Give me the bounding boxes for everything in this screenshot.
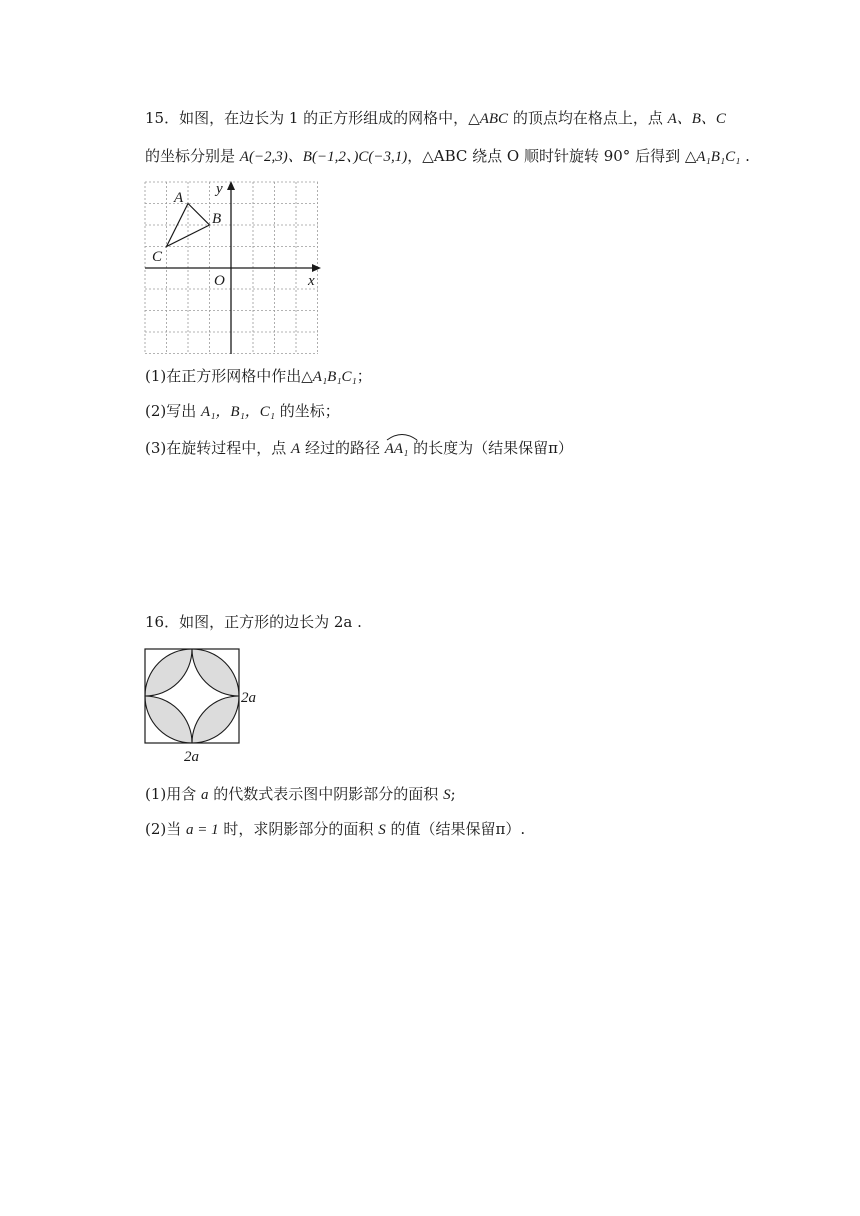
- q16-number: 16: [145, 613, 165, 631]
- label-y: y: [216, 181, 223, 197]
- q16-task1-end: ;: [450, 785, 456, 803]
- q16-task2-S: S: [378, 822, 386, 838]
- q15-task3-point: A: [291, 441, 301, 457]
- q15-task-2: [145, 401, 340, 422]
- q15-triangle-abc: △ABC: [468, 111, 509, 127]
- q16-task2-mid: 时，求阴影部分的面积: [218, 820, 379, 838]
- q15-number: 15: [145, 109, 165, 127]
- label-right-2a: 2a: [241, 690, 256, 706]
- q15-line2-end: .: [740, 147, 750, 165]
- q15-line-2: [145, 146, 750, 167]
- q16-square-figure: [140, 644, 270, 768]
- q15-task3-arc: AA₁: [384, 441, 409, 457]
- label-x: x: [308, 273, 315, 289]
- q15-line2-pre: 的坐标分别是: [145, 147, 240, 165]
- label-C: C: [152, 249, 163, 265]
- q15-task-3: [145, 438, 573, 459]
- q15-task-1: [145, 366, 372, 387]
- q15-task3-mid: 经过的路径: [300, 439, 385, 457]
- q15-coords: A(−2,3)、B(−1,2、)C(−3,1): [239, 149, 408, 165]
- q15-points: A、B、C: [667, 111, 726, 127]
- q16-line1: ．如图，正方形的边长为 2a .: [164, 613, 362, 631]
- q15-task2-pre: (2)写出: [145, 402, 202, 420]
- triangle-abc: [167, 204, 210, 247]
- q15-task2-points: A₁，B₁，C₁: [201, 404, 276, 420]
- q15-task3-pre: (3)在旋转过程中，点: [145, 439, 292, 457]
- q16-task1-mid: 的代数式表示图中阴影部分的面积: [208, 785, 444, 803]
- q15-line1-mid: 的顶点均在格点上，点: [508, 109, 668, 127]
- x-axis-arrow: [312, 264, 321, 272]
- q15-line-1: [145, 108, 726, 129]
- arc-mark: [385, 431, 419, 441]
- q15-target-triangle: △A₁B₁C₁: [684, 149, 741, 165]
- q16-task1-pre: (1)用含: [145, 785, 202, 803]
- q16-task1-S: S: [443, 787, 451, 803]
- q16-task-2: [145, 819, 525, 840]
- label-bottom-2a: 2a: [184, 749, 199, 765]
- q15-line2-mid: ，△ABC 绕点 O 顺时针旋转 90° 后得到: [407, 147, 685, 165]
- q16-task-1: [145, 784, 456, 805]
- q15-task1-triangle: △A₁B₁C₁: [301, 369, 357, 385]
- q15-task2-end: 的坐标；: [275, 402, 340, 420]
- q15-task3-arc-wrap: [385, 438, 409, 459]
- q15-task3-end: 的长度为（结果保留π）: [408, 439, 573, 457]
- q16-task2-pre: (2)当: [145, 820, 187, 838]
- q16-task1-a: a: [201, 787, 209, 803]
- label-O: O: [214, 273, 225, 289]
- q15-task1-pre: (1)在正方形网格中作出: [145, 367, 302, 385]
- q16-task2-end: 的值（结果保留π）.: [385, 820, 526, 838]
- label-A: A: [174, 190, 184, 206]
- q16-task2-eq: a = 1: [186, 822, 219, 838]
- q15-grid-figure: [140, 178, 330, 360]
- q16-line-1: [145, 612, 362, 632]
- q15-task1-end: ；: [356, 367, 372, 385]
- label-B: B: [212, 211, 222, 227]
- q15-line1-pre: ．如图，在边长为 1 的正方形组成的网格中，: [164, 109, 469, 127]
